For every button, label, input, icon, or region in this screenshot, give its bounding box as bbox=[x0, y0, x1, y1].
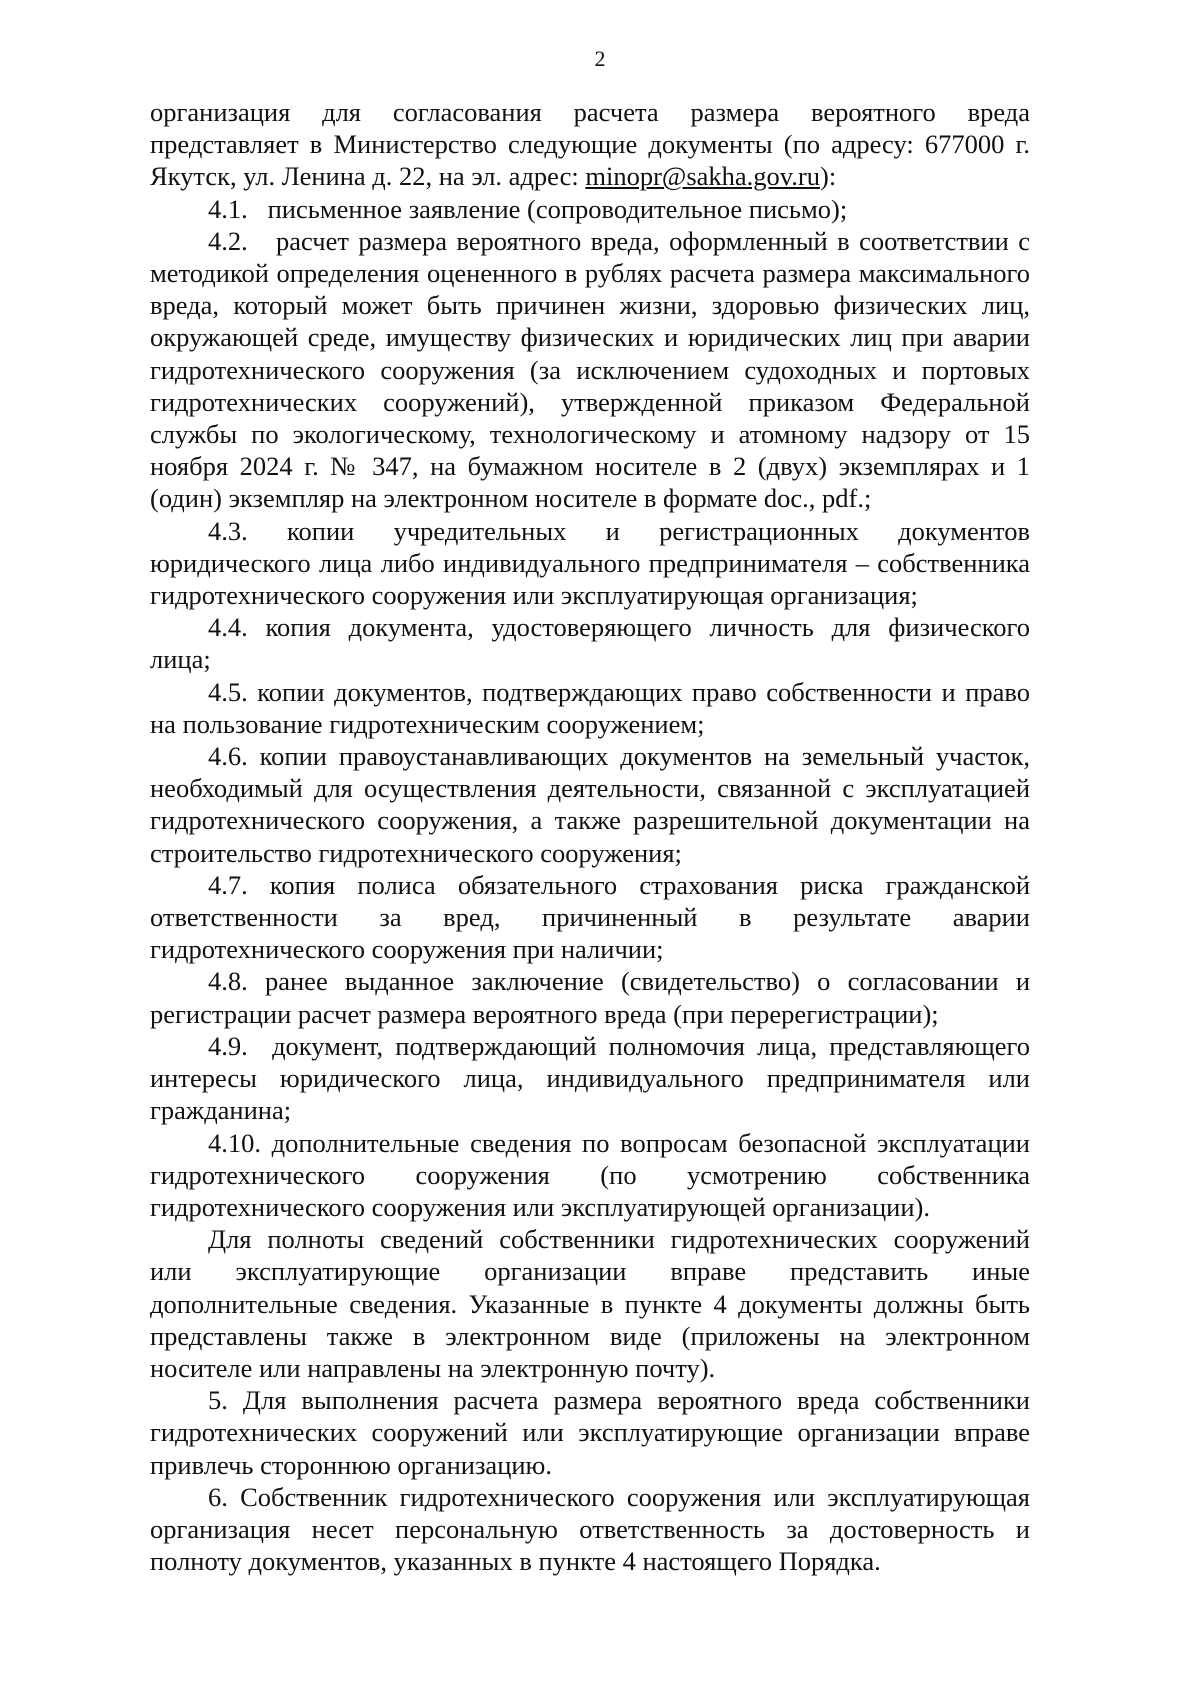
list-item bbox=[150, 740, 1030, 869]
list-item bbox=[150, 869, 1030, 966]
item-text: копия полиса обязательного страхования риска гражданской ответственности за вред, причиненный в результате аварии гидротехнического сооружения при наличии; bbox=[150, 869, 1030, 965]
paragraph-section-5: 5. Для выполнения расчета размера вероятного вреда собственники гидротехнических сооружений или эксплуатирующие организации вправе привлечь стороннюю организацию. bbox=[150, 1385, 1030, 1480]
intro-text: организация для согласования расчета размера вероятного вреда представляет в Министерство следующие документы (по адресу: 677000 г. Якутск, ул. Ленина д. 22, на эл. адрес: bbox=[150, 97, 1030, 192]
page-number: 2 bbox=[594, 46, 606, 71]
email-link[interactable]: minopr@sakha.gov.ru bbox=[585, 161, 821, 192]
item-text: ранее выданное заключение (свидетельство) о согласовании и регистрации расчет размера вероятного вреда (при перерегистрации); bbox=[150, 966, 1031, 1029]
item-text: расчет размера вероятного вреда, оформленный в соответствии с методикой определения оцененного в рублях расчета размера максимального вреда, который может быть причинен жизни, здоровью физических лиц, окружающей среде, имуществу физических и юридических лиц при аварии гидротехнического сооружения (за исключением судоходных и портовых гидротехнических сооружений), утвержденной приказом Федеральной службы по экологическому, технологическому и атомному надзору от 15 ноября 2024 г. № 347, на бумажном носителе в 2 (двух) экземплярах и 1 (один) экземпляр на электронном носителе в формате doc., pdf.; bbox=[150, 225, 1030, 514]
item-text: копии учредительных и регистрационных документов юридического лица либо индивидуального предпринимателя – собственника гидротехнического сооружения или эксплуатирующая организация; bbox=[150, 515, 1030, 611]
item-number: 4.5. bbox=[208, 676, 248, 707]
item-text: копии правоустанавливающих документов на земельный участок, необходимый для осуществления деятельности, связанной с эксплуатацией гидротехнического сооружения, а также разрешительной документации на строительство гидротехнического сооружения; bbox=[150, 741, 1030, 868]
list-item bbox=[150, 193, 1030, 225]
item-text: документ, подтверждающий полномочия лица, представляющего интересы юридического лица, индивидуального предпринимателя или гражданина; bbox=[150, 1030, 1031, 1126]
list-item bbox=[150, 611, 1030, 675]
item-number: 4.4. bbox=[208, 612, 248, 643]
list-item bbox=[150, 515, 1030, 612]
item-number: 4.6. bbox=[208, 741, 248, 772]
list-item bbox=[150, 1030, 1030, 1127]
item-number: 4.7. bbox=[208, 869, 248, 900]
item-text: дополнительные сведения по вопросам безопасной эксплуатации гидротехнического сооружения (по усмотрению собственника гидротехнического сооружения или эксплуатирующей организации). bbox=[150, 1127, 1030, 1222]
document-body bbox=[150, 96, 1030, 1577]
paragraph-section-6: 6. Собственник гидротехнического сооружения или эксплуатирующая организация несет персональную ответственность за достоверность и полноту документов, указанных в пункте 4 настоящего Порядка. bbox=[150, 1481, 1030, 1577]
item-number: 4.1. bbox=[208, 193, 248, 224]
item-number: 4.8. bbox=[208, 966, 248, 997]
item-text: копия документа, удостоверяющего личность для физического лица; bbox=[150, 612, 1030, 675]
intro-text-end: ): bbox=[820, 161, 837, 192]
item-number: 4.9. bbox=[208, 1030, 248, 1061]
list-item bbox=[150, 965, 1030, 1029]
item-text: копии документов, подтверждающих право собственности и право на пользование гидротехническим сооружением; bbox=[150, 676, 1030, 739]
paragraph-additional-info: Для полноты сведений собственники гидротехнических сооружений или эксплуатирующие организации вправе представить иные дополнительные сведения. Указанные в пункте 4 документы должны быть представлены также в электронном виде (приложены на электронном носителе или направлены на электронную почту). bbox=[150, 1224, 1030, 1383]
list-item bbox=[150, 1127, 1030, 1224]
list-item bbox=[150, 225, 1030, 515]
item-number: 4.3. bbox=[208, 515, 248, 546]
intro-paragraph bbox=[150, 96, 1030, 193]
item-text: письменное заявление (сопроводительное письмо); bbox=[267, 193, 848, 224]
item-number: 4.2. bbox=[208, 225, 248, 256]
list-item bbox=[150, 676, 1030, 740]
item-number: 4.10. bbox=[208, 1127, 261, 1158]
